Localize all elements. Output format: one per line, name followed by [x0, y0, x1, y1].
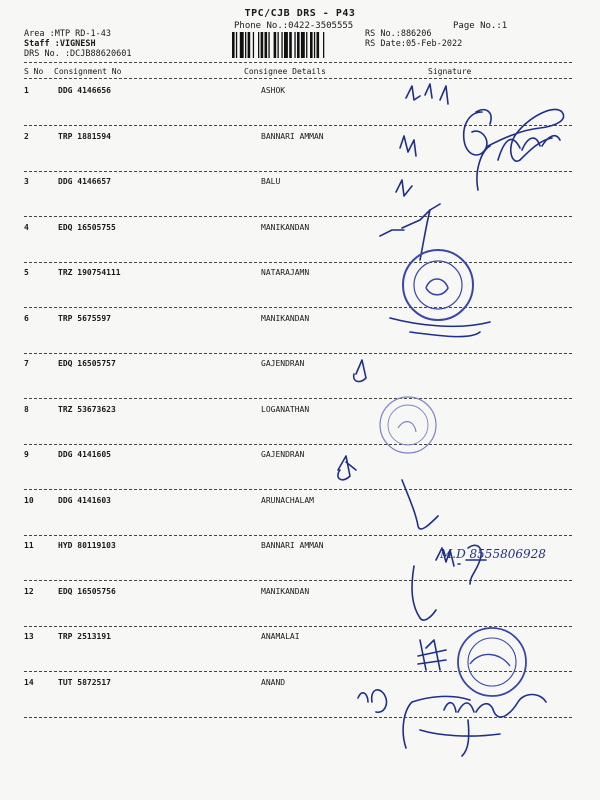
barcode-bar: [323, 32, 324, 58]
barcode-bar: [278, 32, 279, 58]
row-consignee-name: ANAMALAI: [261, 632, 300, 641]
row-consignment-number: TRP 2513191: [58, 632, 111, 641]
row-divider: [24, 125, 572, 126]
area-field: Area :MTP RD-1-43: [24, 29, 111, 39]
phone-number: Phone No.:0422-3505555: [234, 21, 354, 31]
barcode-bar: [258, 32, 259, 58]
row-consignment-number: EDQ 16505755: [58, 223, 116, 232]
row-consignment-number: TRP 5675597: [58, 314, 111, 323]
table-row: [0, 496, 600, 508]
row-consignee-name: GAJENDRAN: [261, 450, 305, 459]
row-serial-number: 14: [24, 678, 34, 687]
barcode-bar: [261, 32, 264, 58]
row-consignee-name: BANNARI AMMAN: [261, 541, 324, 550]
row-serial-number: 4: [24, 223, 29, 232]
row-serial-number: 3: [24, 177, 29, 186]
staff-field: Staff :VIGNESH: [24, 39, 96, 49]
table-row: [0, 132, 600, 144]
row-consignee-name: NATARAJAMN: [261, 268, 310, 277]
row-consignee-name: ANAND: [261, 678, 286, 687]
signature-ink: [403, 695, 546, 749]
row-consignment-number: TUT 5872517: [58, 678, 111, 687]
row-divider: [24, 444, 572, 445]
signature-ink: [420, 720, 500, 756]
drs-number-field: DRS No. :DCJB88620601: [24, 49, 132, 59]
table-row: [0, 587, 600, 599]
table-row: [0, 541, 600, 553]
table-row: [0, 177, 600, 189]
table-row: [0, 450, 600, 462]
row-consignee-name: GAJENDRAN: [261, 359, 305, 368]
row-serial-number: 11: [24, 541, 34, 550]
row-serial-number: 5: [24, 268, 29, 277]
table-row: [0, 86, 600, 98]
barcode-bar: [268, 32, 269, 58]
column-header-consignment: Consignment No: [54, 67, 122, 76]
barcode-bar: [240, 32, 244, 58]
row-consignee-name: MANIKANDAN: [261, 314, 310, 323]
row-divider: [24, 626, 572, 627]
row-serial-number: 1: [24, 86, 29, 95]
barcode-bar: [294, 32, 295, 58]
row-divider: [24, 307, 572, 308]
barcode-bar: [265, 32, 268, 58]
row-consignee-name: LOGANATHAN: [261, 405, 310, 414]
signature-ink: [358, 690, 386, 712]
row-divider: [24, 171, 572, 172]
table-row: [0, 405, 600, 417]
row-consignee-name: MANIKANDAN: [261, 587, 310, 596]
row-serial-number: 8: [24, 405, 29, 414]
barcode: [232, 32, 356, 58]
phone-note-handwritten: M.D 8555806928: [440, 547, 546, 561]
row-divider: [24, 580, 572, 581]
column-header-signature: Signature: [428, 67, 472, 76]
row-consignee-name: ARUNACHALAM: [261, 496, 314, 505]
barcode-bar: [253, 32, 254, 58]
table-row: [0, 359, 600, 371]
barcode-bar: [281, 32, 282, 58]
row-divider: [24, 671, 572, 672]
row-consignment-number: TRZ 53673623: [58, 405, 116, 414]
row-divider: [24, 535, 572, 536]
barcode-bar: [306, 32, 307, 58]
row-divider: [24, 353, 572, 354]
row-consignment-number: HYD 80119103: [58, 541, 116, 550]
divider: [24, 62, 572, 63]
barcode-bar: [232, 32, 235, 58]
column-header-consignee: Consignee Details: [244, 67, 326, 76]
barcode-bar: [301, 32, 305, 58]
table-row: [0, 268, 600, 280]
signature-ink: [418, 640, 446, 670]
barcode-bar: [310, 32, 313, 58]
row-consignment-number: DDG 4146656: [58, 86, 111, 95]
row-serial-number: 7: [24, 359, 29, 368]
barcode-bar: [289, 32, 292, 58]
rs-number-field: RS No.:886206: [365, 29, 432, 39]
page-number: Page No.:1: [453, 21, 508, 31]
barcode-bar: [317, 32, 320, 58]
row-consignee-name: BANNARI AMMAN: [261, 132, 324, 141]
barcode-bar: [245, 32, 246, 58]
row-serial-number: 10: [24, 496, 34, 505]
row-consignee-name: MANIKANDAN: [261, 223, 310, 232]
barcode-bar: [284, 32, 288, 58]
table-row: [0, 632, 600, 644]
row-divider: [24, 489, 572, 490]
row-serial-number: 12: [24, 587, 34, 596]
row-consignment-number: EDQ 16505757: [58, 359, 116, 368]
row-serial-number: 13: [24, 632, 34, 641]
table-row: [0, 678, 600, 690]
row-divider: [24, 262, 572, 263]
row-serial-number: 2: [24, 132, 29, 141]
table-row: [0, 314, 600, 326]
row-consignment-number: EDQ 16505756: [58, 587, 116, 596]
row-divider: [24, 398, 572, 399]
row-consignment-number: DDG 4141603: [58, 496, 111, 505]
barcode-bar: [274, 32, 277, 58]
signature-ink: [420, 210, 430, 260]
header-left-block: [24, 29, 131, 59]
row-consignment-number: TRP 1881594: [58, 132, 111, 141]
barcode-bar: [297, 32, 300, 58]
row-consignee-name: ASHOK: [261, 86, 286, 95]
row-serial-number: 9: [24, 450, 29, 459]
divider: [24, 78, 572, 79]
row-serial-number: 6: [24, 314, 29, 323]
header-right-block: [365, 29, 462, 49]
barcode-bar: [236, 32, 237, 58]
table-row: [0, 223, 600, 235]
barcode-bar: [314, 32, 315, 58]
rs-date-field: RS Date:05-Feb-2022: [365, 39, 463, 49]
row-consignment-number: DDG 4146657: [58, 177, 111, 186]
row-divider: [24, 216, 572, 217]
barcode-bar: [248, 32, 251, 58]
row-consignment-number: TRZ 190754111: [58, 268, 121, 277]
row-consignment-number: DDG 4141605: [58, 450, 111, 459]
sheet-title: TPC/CJB DRS - P43: [244, 8, 356, 19]
row-consignee-name: BALU: [261, 177, 281, 186]
row-divider: [24, 717, 572, 718]
column-header-sno: S No: [24, 67, 44, 76]
